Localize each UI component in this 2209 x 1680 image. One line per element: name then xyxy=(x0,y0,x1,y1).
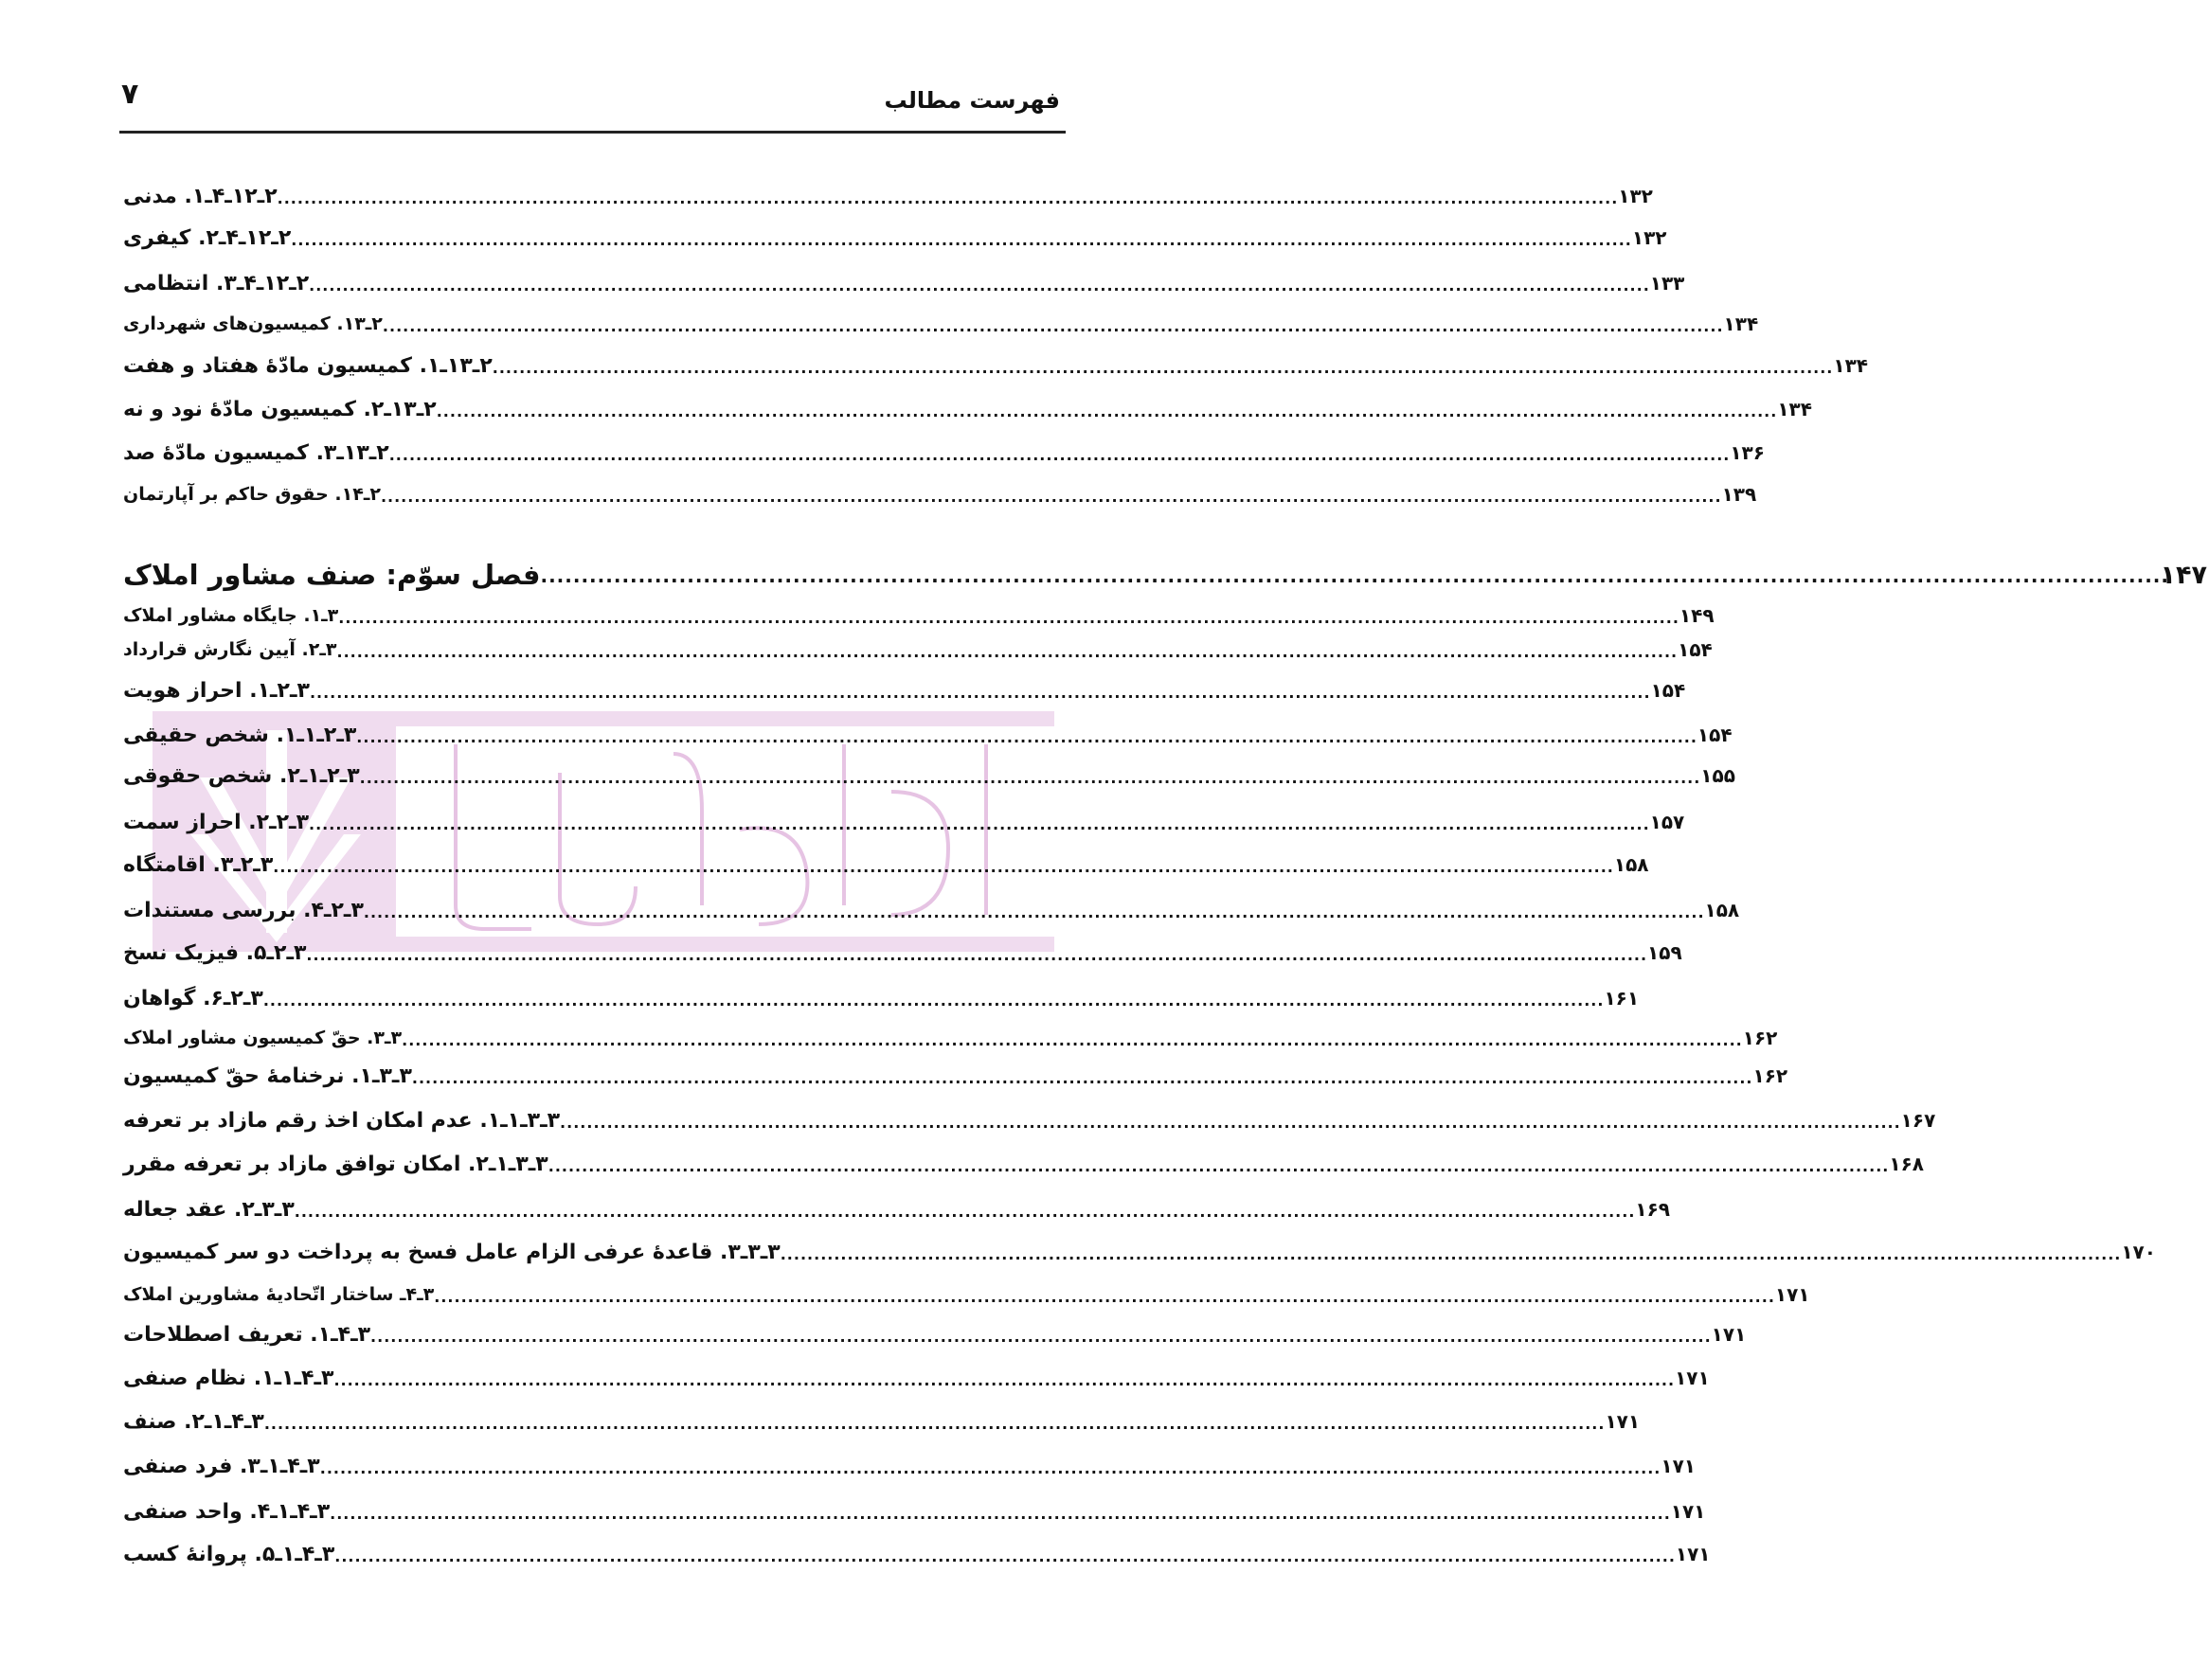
toc-entry-title: ۳ـ۴ـ۱ـ۵. پروانهٔ کسب xyxy=(123,1542,335,1566)
dot-leader: ........................................................................................................................................................................................................ xyxy=(291,231,1632,249)
toc-entry xyxy=(121,1233,2156,1271)
toc-entry-page: ۱۵۷ xyxy=(1649,811,1685,833)
toc-entry-title: ۳ـ۳ـ۲. عقد جعاله xyxy=(123,1197,295,1222)
toc-entry-title: ۳ـ۲ـ۱ـ۲. شخص حقوقی xyxy=(123,763,360,788)
toc-entry-page: ۱۳۶ xyxy=(1730,441,1765,464)
toc-entry xyxy=(121,1447,1696,1485)
toc-entry-page: ۱۷۱ xyxy=(1711,1323,1747,1346)
toc-entry xyxy=(121,434,1765,472)
toc-entry-page: ۱۶۱ xyxy=(1604,987,1640,1010)
dot-leader: ........................................................................................................................................................................................................ xyxy=(380,488,1722,506)
toc-entry-title: ۳ـ۲. آیین نگارش قرارداد xyxy=(123,639,337,660)
toc-entry-page: ۱۳۹ xyxy=(1721,483,1757,506)
toc-entry-page: ۱۷۱ xyxy=(1774,1283,1810,1306)
dot-leader: ........................................................................................................................................................................................................ xyxy=(306,946,1648,964)
toc-entry-title: ۳ـ۲ـ۲. احراز سمت xyxy=(123,810,310,834)
toc-entry-page: ۱۵۹ xyxy=(1647,941,1682,964)
toc-entry xyxy=(121,1359,1710,1397)
toc-entry-title: ۲ـ۱۳. کمیسیون‌های شهرداری xyxy=(123,313,383,334)
toc-entry-title: ۳ـ۳ـ۳. قاعدهٔ عرفی الزام عامل فسخ به پرداخت دو سر کمیسیون xyxy=(123,1240,781,1264)
toc-entry xyxy=(121,934,1682,972)
dot-leader: ........................................................................................................................................................................................................ xyxy=(333,1371,1676,1389)
toc-entry-page: ۱۳۲ xyxy=(1631,226,1667,249)
toc-entry xyxy=(121,390,1812,428)
dot-leader: ........................................................................................................................................................................................................ xyxy=(338,609,1679,627)
toc-entry-title: ۳ـ۴ـ۱ـ۴. واحد صنفی xyxy=(123,1499,331,1524)
toc-entry-page: ۱۳۳ xyxy=(1649,272,1685,295)
toc-entry xyxy=(121,1190,1671,1228)
dot-leader: ........................................................................................................................................................................................................ xyxy=(309,815,1650,833)
running-title: فهرست مطالب xyxy=(884,87,1060,114)
toc-entry xyxy=(121,891,1740,929)
toc-entry xyxy=(121,1145,1924,1183)
toc-entry xyxy=(121,305,1759,343)
toc-entry-page: ۱۶۲ xyxy=(1742,1027,1778,1049)
dot-leader: ........................................................................................................................................................................................................ xyxy=(262,992,1605,1010)
toc-entry-page: ۱۳۴ xyxy=(1723,313,1759,335)
dot-leader: ........................................................................................................................................................................................................ xyxy=(319,1459,1661,1477)
toc-entry-page: ۱۶۷ xyxy=(1900,1109,1936,1132)
toc-entry xyxy=(121,757,1735,795)
dot-leader: ........................................................................................................................................................................................................ xyxy=(370,1328,1712,1346)
dot-leader: ........................................................................................................................................................................................................ xyxy=(363,903,1705,921)
toc-entry-title: ۳ـ۱. جایگاه مشاور املاک xyxy=(123,605,339,626)
header-rule xyxy=(119,131,1066,134)
dot-leader: ........................................................................................................................................................................................................ xyxy=(277,189,1619,207)
toc-entry-page: ۱۵۵ xyxy=(1700,764,1735,787)
toc-entry-title: ۲ـ۱۳ـ۱. کمیسیون مادّهٔ هفتاد و هفت xyxy=(123,353,493,378)
toc-entry-page: ۱۷۱ xyxy=(1675,1543,1711,1565)
toc-entry-title: ۲ـ۱۲ـ۴ـ۲. کیفری xyxy=(123,225,292,250)
toc-entry-title: ۲ـ۱۳ـ۳. کمیسیون مادّهٔ صد xyxy=(123,440,389,465)
toc-entry xyxy=(121,597,1715,634)
dot-leader: ........................................................................................................................................................................................................ xyxy=(780,1245,2122,1263)
toc-entry xyxy=(121,716,1733,754)
toc-entry-page: ۱۴۹ xyxy=(1679,604,1715,627)
toc-entry xyxy=(121,219,1667,257)
toc-entry xyxy=(121,1315,1747,1353)
toc-entry xyxy=(121,631,1713,669)
toc-entry-title: ۳ـ۲ـ۵. فیزیک نسخ xyxy=(123,940,307,965)
toc-entry xyxy=(121,1403,1641,1440)
toc-entry-title: ۳ـ۳ـ۱ـ۲. امکان توافق مازاد بر تعرفه مقرر xyxy=(123,1152,548,1176)
toc-entry-title: ۳ـ۴ـ ساختار اتّحادیهٔ مشاورین املاک xyxy=(123,1284,435,1305)
toc-entry-page: ۱۷۱ xyxy=(1675,1367,1710,1389)
page-number: ۷ xyxy=(121,78,139,111)
toc-entry xyxy=(121,846,1649,884)
toc-entry-page: ۱۵۴ xyxy=(1678,638,1713,661)
toc-entry-page: ۱۷۱ xyxy=(1605,1410,1641,1433)
toc-entry-title: ۳ـ۴ـ۱ـ۱. نظام صنفی xyxy=(123,1366,334,1390)
toc-entry xyxy=(121,347,1868,384)
toc-entry-page: ۱۵۴ xyxy=(1697,724,1733,746)
toc-entry-title: ۳ـ۲ـ۶. گواهان xyxy=(123,986,263,1010)
toc-entry-page: ۱۵۸ xyxy=(1704,899,1740,921)
toc-entry-title: ۳ـ۴ـ۱. تعریف اصطلاحات xyxy=(123,1322,371,1347)
toc-entry-title: ۳ـ۲ـ۱. احراز هویت xyxy=(123,678,310,703)
dot-leader: ........................................................................................................................................................................................................ xyxy=(309,277,1650,295)
toc-entry-title: ۳ـ۴ـ۱ـ۲. صنف xyxy=(123,1409,264,1434)
dot-leader: ........................................................................................................................................................................................................ xyxy=(382,317,1724,335)
toc-entry-title: ۲ـ۱۳ـ۲. کمیسیون مادّهٔ نود و نه xyxy=(123,397,437,421)
dot-leader: ........................................................................................................................................................................................................ xyxy=(411,1069,1753,1087)
dot-leader: ........................................................................................................................................................................................................ xyxy=(388,446,1731,464)
toc-entry-page: ۱۳۲ xyxy=(1618,185,1653,207)
dot-leader: ........................................................................................................................................................................................................ xyxy=(309,684,1651,702)
toc-entry xyxy=(121,264,1685,302)
dot-leader: ........................................................................................................................................................................................................ xyxy=(492,359,1834,377)
toc-entry-page: ۱۵۸ xyxy=(1613,853,1649,876)
toc-entry-page: ۱۳۴ xyxy=(1833,354,1868,377)
dot-leader: ........................................................................................................................................................................................................ xyxy=(294,1203,1636,1221)
toc-entry xyxy=(121,1057,1788,1095)
dot-leader: ........................................................................................................................................................................................................ xyxy=(356,728,1697,746)
toc-entry-page: ۱۷۰ xyxy=(2121,1241,2156,1263)
toc-entry-page: ۱۳۴ xyxy=(1777,398,1812,420)
toc-entry-title: ۳ـ۲ـ۴. بررسی مستندات xyxy=(123,898,364,922)
toc-entry-title: ۲ـ۱۲ـ۴ـ۱. مدنی xyxy=(123,184,278,208)
dot-leader: ........................................................................................................................................................................................................ xyxy=(560,1114,1901,1132)
toc-entry xyxy=(121,1019,1778,1057)
dot-leader: ........................................................................................................................................................................................................ xyxy=(540,564,2169,587)
dot-leader: ........................................................................................................................................................................................................ xyxy=(330,1505,1671,1523)
toc-entry xyxy=(121,1492,1706,1530)
toc-entry xyxy=(121,1535,1711,1573)
dot-leader: ........................................................................................................................................................................................................ xyxy=(263,1415,1606,1433)
toc-entry-page: ۱۷۱ xyxy=(1670,1500,1706,1523)
toc-entry xyxy=(121,979,1640,1017)
toc-entry xyxy=(121,671,1686,709)
dot-leader: ........................................................................................................................................................................................................ xyxy=(402,1031,1743,1049)
toc-entry xyxy=(121,1101,1936,1139)
toc-entry xyxy=(121,803,1685,841)
toc-entry-title: فصل سوّم: صنف مشاور املاک xyxy=(123,559,541,591)
toc-entry-page: ۱۵۴ xyxy=(1650,679,1686,702)
toc-entry xyxy=(121,475,1757,513)
dot-leader: ........................................................................................................................................................................................................ xyxy=(434,1288,1775,1306)
dot-leader: ........................................................................................................................................................................................................ xyxy=(336,643,1679,661)
toc-entry-page: ۱۶۸ xyxy=(1889,1153,1924,1175)
toc-entry-page: ۱۶۲ xyxy=(1752,1064,1788,1087)
toc-entry-page: ۱۴۷ xyxy=(2160,560,2207,590)
toc-entry xyxy=(121,177,1653,215)
toc-entry-title: ۳ـ۲ـ۱ـ۱. شخص حقیقی xyxy=(123,723,357,747)
toc-entry-title: ۳ـ۳. حقّ کمیسیون مشاور املاک xyxy=(123,1028,403,1048)
dot-leader: ........................................................................................................................................................................................................ xyxy=(334,1547,1676,1565)
toc-entry-page: ۱۶۹ xyxy=(1635,1198,1671,1221)
dot-leader: ........................................................................................................................................................................................................ xyxy=(359,769,1701,787)
toc-chapter-heading xyxy=(121,556,2207,594)
toc-entry-title: ۳ـ۴ـ۱ـ۳. فرد صنفی xyxy=(123,1454,320,1478)
dot-leader: ........................................................................................................................................................................................................ xyxy=(548,1157,1890,1175)
toc-entry-title: ۲ـ۱۲ـ۴ـ۳. انتظامی xyxy=(123,271,310,295)
toc-entry xyxy=(121,1276,1810,1314)
toc-entry-title: ۳ـ۳ـ۱. نرخنامهٔ حقّ کمیسیون xyxy=(123,1063,412,1088)
toc-entry-title: ۳ـ۳ـ۱ـ۱. عدم امکان اخذ رقم مازاد بر تعرفه xyxy=(123,1108,561,1133)
dot-leader: ........................................................................................................................................................................................................ xyxy=(273,858,1614,876)
dot-leader: ........................................................................................................................................................................................................ xyxy=(436,402,1778,420)
toc-entry-title: ۲ـ۱۴. حقوق حاکم بر آپارتمان xyxy=(123,484,381,505)
toc-entry-page: ۱۷۱ xyxy=(1661,1455,1696,1477)
toc-entry-title: ۳ـ۲ـ۳. اقامتگاه xyxy=(123,852,274,877)
